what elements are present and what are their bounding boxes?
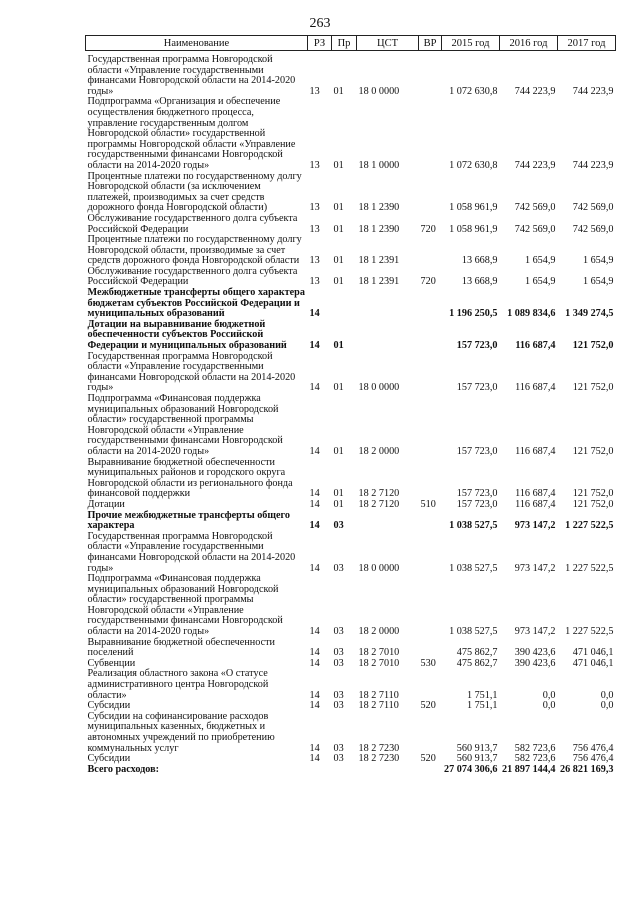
- cell-2016: 116 687,4: [515, 382, 556, 394]
- cell-cst: 18 2 7110: [358, 689, 399, 701]
- cell-vr: [419, 511, 442, 532]
- cell-2015: 157 723,0: [456, 340, 498, 352]
- cell-2016: 1 654,9: [524, 255, 556, 267]
- cell-name: Выравнивание бюджетной обеспеченности муниципальных районов и городского округа Новгородской области из регионального фонда финансовой поддержки: [87, 456, 293, 500]
- cell-rz: 14: [309, 488, 320, 500]
- cell-name: Государственная программа Новгородской области «Управление государственными финансами Новгородской области на 2014-2020 годы»: [87, 350, 296, 394]
- cell-vr: [419, 172, 442, 214]
- table-row: [86, 532, 616, 574]
- cell-2017: 744 223,9: [572, 85, 614, 97]
- cell-name: Субвенции: [87, 657, 136, 669]
- cell-2016: 0,0: [542, 700, 556, 712]
- cell-2015: 475 862,7: [456, 657, 498, 669]
- cell-cst: 18 2 0000: [358, 445, 400, 457]
- cell-2015: 1 038 527,5: [449, 626, 498, 638]
- cell-2015: 560 913,7: [456, 753, 498, 765]
- table-row: [86, 288, 616, 320]
- table-row: [86, 394, 616, 458]
- table-row: [86, 500, 616, 511]
- total-row: [86, 765, 616, 776]
- table-row: [86, 320, 616, 352]
- total-2017: 26 821 169,3: [560, 763, 614, 775]
- cell-2017: 471 046,1: [572, 647, 614, 659]
- table-row: [86, 352, 616, 394]
- cell-vr: [419, 638, 442, 659]
- cell-2017: 471 046,1: [572, 657, 614, 669]
- cell-pr: 03: [333, 657, 344, 669]
- cell-2016: 742 569,0: [514, 223, 556, 235]
- table-row: [86, 669, 616, 701]
- cell-cst: 18 2 7230: [358, 753, 400, 765]
- cell-2017: 1 227 522,5: [565, 520, 614, 532]
- cell-pr: 03: [333, 626, 344, 638]
- cell-vr: 530: [420, 657, 436, 669]
- cell-2015: 1 038 527,5: [449, 562, 498, 574]
- cell-rz: 13: [309, 255, 320, 267]
- cell-2016: 0,0: [542, 689, 556, 701]
- cell-2016: 390 423,6: [514, 647, 556, 659]
- cell-cst: [357, 288, 419, 320]
- cell-2016: 744 223,9: [514, 159, 556, 171]
- cell-pr: 03: [333, 562, 344, 574]
- cell-cst: 18 1 2391: [358, 255, 400, 267]
- cell-2015: 1 072 630,8: [449, 85, 498, 97]
- cell-2015: 1 072 630,8: [449, 159, 498, 171]
- table-row: [86, 172, 616, 214]
- cell-pr: 03: [333, 647, 344, 659]
- total-label: Всего расходов:: [87, 763, 160, 775]
- cell-2017: 0,0: [600, 700, 614, 712]
- cell-2016: 973 147,2: [514, 520, 556, 532]
- cell-name: Обслуживание государственного долга субъекта Российской Федерации: [87, 212, 298, 235]
- cell-vr: [419, 712, 442, 754]
- header-2017: 2017 год: [558, 36, 616, 51]
- cell-2015: 1 751,1: [466, 689, 498, 701]
- cell-rz: 14: [309, 647, 320, 659]
- cell-rz: 14: [309, 742, 320, 754]
- header-2015: 2015 год: [442, 36, 500, 51]
- cell-pr: 01: [333, 276, 344, 288]
- cell-vr: [419, 320, 442, 352]
- cell-2016: 1 089 834,6: [507, 308, 556, 320]
- cell-name: Обслуживание государственного долга субъекта Российской Федерации: [87, 265, 298, 288]
- cell-2016: 973 147,2: [514, 626, 556, 638]
- cell-2015: 157 723,0: [456, 382, 498, 394]
- cell-rz: 13: [309, 223, 320, 235]
- cell-2016: 742 569,0: [514, 202, 556, 214]
- cell-cst: 18 2 7120: [358, 498, 400, 510]
- cell-vr: [419, 288, 442, 320]
- total-2016: 21 897 144,4: [502, 763, 556, 775]
- cell-name: Выравнивание бюджетной обеспеченности поселений: [87, 636, 276, 659]
- cell-rz: 14: [309, 308, 320, 320]
- cell-pr: 01: [333, 255, 344, 267]
- cell-cst: 18 0 0000: [358, 85, 400, 97]
- cell-cst: [357, 765, 419, 776]
- cell-2015: 475 862,7: [456, 647, 498, 659]
- cell-cst: 18 2 7010: [358, 657, 400, 669]
- header-pr: Пр: [332, 36, 357, 51]
- cell-pr: 01: [333, 340, 344, 352]
- table-row: [86, 712, 616, 754]
- page-number: 263: [309, 16, 331, 31]
- cell-name: Дотации на выравнивание бюджетной обеспеченности субъектов Российской Федерации и муниципальных образований: [87, 318, 287, 352]
- cell-cst: 18 2 7110: [358, 700, 399, 712]
- cell-2015: 560 913,7: [456, 742, 498, 754]
- cell-pr: 01: [333, 85, 344, 97]
- header-cst: ЦСТ: [357, 36, 419, 51]
- cell-name: Государственная программа Новгородской области «Управление государственными финансами Новгородской области на 2014-2020 годы»: [87, 54, 296, 97]
- budget-table: [85, 35, 616, 775]
- cell-2017: 742 569,0: [572, 202, 614, 214]
- table-row: [86, 574, 616, 638]
- cell-2015: 157 723,0: [456, 445, 498, 457]
- cell-rz: 14: [309, 520, 320, 532]
- table-row: [86, 214, 616, 235]
- cell-2016: 744 223,9: [514, 85, 556, 97]
- cell-pr: 03: [333, 689, 344, 701]
- cell-2017: 1 654,9: [582, 255, 614, 267]
- cell-cst: 18 2 7120: [358, 488, 400, 500]
- cell-2016: 582 723,6: [514, 753, 556, 765]
- cell-vr: [419, 574, 442, 638]
- cell-vr: 720: [420, 276, 436, 288]
- cell-2016: 116 687,4: [515, 498, 556, 510]
- cell-pr: 01: [333, 382, 344, 394]
- cell-pr: 01: [333, 202, 344, 214]
- cell-cst: 18 1 0000: [358, 159, 400, 171]
- cell-2017: 1 654,9: [582, 276, 614, 288]
- cell-2017: 756 476,4: [572, 742, 614, 754]
- table-row: [86, 235, 616, 267]
- cell-vr: [419, 765, 442, 776]
- cell-2017: 121 752,0: [572, 445, 614, 457]
- cell-name: Прочие межбюджетные трансферты общего характера: [87, 509, 290, 532]
- cell-vr: [419, 669, 442, 701]
- cell-rz: 14: [309, 753, 320, 765]
- cell-rz: 14: [309, 340, 320, 352]
- cell-rz: 13: [309, 202, 320, 214]
- cell-rz: 13: [309, 159, 320, 171]
- cell-2015: 1 196 250,5: [449, 308, 498, 320]
- cell-2015: 1 058 961,9: [449, 223, 498, 235]
- cell-pr: 03: [333, 520, 344, 532]
- cell-2017: 121 752,0: [572, 382, 614, 394]
- cell-cst: 18 1 2391: [358, 276, 400, 288]
- cell-rz: 13: [309, 276, 320, 288]
- cell-2017: 742 569,0: [572, 223, 614, 235]
- cell-2015: 13 668,9: [461, 276, 498, 288]
- cell-pr: 01: [333, 223, 344, 235]
- cell-name: Подпрограмма «Организация и обеспечение осуществления бюджетного процесса, управление государственным долгом Новгородской области» государственной программы Новгородской области «Управление государственными финансами Новгородской области на 2014-2020 годы»: [87, 96, 296, 171]
- cell-vr: 720: [420, 223, 436, 235]
- table-row: [86, 51, 616, 98]
- cell-cst: 18 2 7010: [358, 647, 400, 659]
- cell-2015: 157 723,0: [456, 488, 498, 500]
- cell-2016: 116 687,4: [515, 445, 556, 457]
- cell-2015: 1 038 527,5: [449, 520, 498, 532]
- header-2016: 2016 год: [500, 36, 558, 51]
- cell-rz: 14: [309, 382, 320, 394]
- cell-cst: 18 0 0000: [358, 562, 400, 574]
- cell-cst: 18 2 0000: [358, 626, 400, 638]
- table-row: [86, 511, 616, 532]
- table-body: [86, 51, 616, 765]
- cell-name: Подпрограмма «Финансовая поддержка муниципальных образований Новгородской области» государственной программы Новгородской области «Управление государственными финансами Новгородской области на 2014-2020 годы»: [87, 393, 283, 457]
- cell-name: Межбюджетные трансферты общего характера бюджетам субъектов Российской Федерации и муниципальных образований: [87, 287, 305, 320]
- cell-name: Дотации: [87, 498, 125, 510]
- cell-2016: 582 723,6: [514, 742, 556, 754]
- cell-vr: [419, 394, 442, 458]
- cell-2017: 1 227 522,5: [565, 626, 614, 638]
- cell-vr: [419, 235, 442, 267]
- header-rz: РЗ: [308, 36, 332, 51]
- total-2015: 27 074 306,6: [444, 763, 498, 775]
- cell-pr: 03: [333, 742, 344, 754]
- cell-name: Процентные платежи по государственному долгу Новгородской области, производимые за счет средств дорожного фонда Новгородской области: [87, 234, 302, 267]
- table-header: [86, 36, 616, 51]
- cell-name: Процентные платежи по государственному долгу Новгородской области (за исключением платежей, производимых за счет средств дорожного фонда Новгородской области): [87, 170, 302, 214]
- cell-name: Государственная программа Новгородской области «Управление государственными финансами Новгородской области на 2014-2020 годы»: [87, 530, 296, 574]
- cell-pr: 03: [333, 753, 344, 765]
- cell-rz: 14: [309, 445, 320, 457]
- cell-2017: 744 223,9: [572, 159, 614, 171]
- cell-2015: 1 751,1: [466, 700, 498, 712]
- cell-2017: 756 476,4: [572, 753, 614, 765]
- cell-rz: 13: [309, 85, 320, 97]
- cell-2017: 1 349 274,5: [565, 308, 614, 320]
- header-name: Наименование: [86, 36, 308, 51]
- cell-2015: 13 668,9: [461, 255, 498, 267]
- cell-rz: 14: [309, 700, 320, 712]
- cell-vr: 520: [420, 700, 436, 712]
- cell-name: Субсидии на софинансирование расходов муниципальных казенных, бюджетных и автономных учреждений по приобретению коммунальных услуг: [87, 710, 275, 754]
- cell-vr: [419, 51, 442, 98]
- cell-cst: [357, 320, 419, 352]
- cell-vr: [419, 97, 442, 171]
- cell-rz: 14: [309, 657, 320, 669]
- cell-pr: 01: [333, 159, 344, 171]
- cell-cst: 18 1 2390: [358, 223, 400, 235]
- cell-2016: 116 687,4: [515, 488, 556, 500]
- cell-rz: 14: [309, 498, 320, 510]
- cell-rz: 14: [309, 626, 320, 638]
- cell-2017: 121 752,0: [572, 340, 614, 352]
- cell-rz: 14: [309, 689, 320, 701]
- cell-cst: 18 1 2390: [358, 202, 400, 214]
- cell-vr: 510: [420, 498, 436, 510]
- cell-pr: 03: [333, 700, 344, 712]
- table-row: [86, 97, 616, 171]
- cell-name: Субсидии: [87, 700, 131, 712]
- table-row: [86, 638, 616, 659]
- cell-2015: 1 058 961,9: [449, 202, 498, 214]
- cell-pr: 01: [333, 445, 344, 457]
- cell-rz: [308, 765, 332, 776]
- cell-name: Подпрограмма «Финансовая поддержка муниципальных образований Новгородской области» государственной программы Новгородской области «Управление государственными финансами Новгородской области на 2014-2020 годы»: [87, 573, 283, 638]
- header-vr: ВР: [419, 36, 442, 51]
- cell-pr: [332, 765, 357, 776]
- cell-pr: 01: [333, 498, 344, 510]
- cell-vr: 520: [420, 753, 436, 765]
- cell-2016: 973 147,2: [514, 562, 556, 574]
- cell-2017: 1 227 522,5: [565, 562, 614, 574]
- cell-rz: 14: [309, 562, 320, 574]
- cell-2016: 1 654,9: [524, 276, 556, 288]
- cell-pr: 01: [333, 488, 344, 500]
- cell-2017: 121 752,0: [572, 488, 614, 500]
- table-row: [86, 458, 616, 500]
- cell-2016: 116 687,4: [515, 340, 556, 352]
- cell-2017: 0,0: [600, 689, 614, 701]
- cell-name: Субсидии: [87, 753, 131, 765]
- cell-2016: 390 423,6: [514, 657, 556, 669]
- cell-pr: [332, 288, 357, 320]
- cell-2015: 157 723,0: [456, 498, 498, 510]
- cell-vr: [419, 352, 442, 394]
- cell-cst: 18 2 7230: [358, 742, 400, 754]
- cell-vr: [419, 458, 442, 500]
- cell-name: Реализация областного закона «О статусе административного центра Новгородской области»: [87, 668, 269, 701]
- cell-cst: 18 0 0000: [358, 382, 400, 394]
- cell-vr: [419, 532, 442, 574]
- cell-cst: [357, 511, 419, 532]
- table-row: [86, 267, 616, 288]
- cell-2017: 121 752,0: [572, 498, 614, 510]
